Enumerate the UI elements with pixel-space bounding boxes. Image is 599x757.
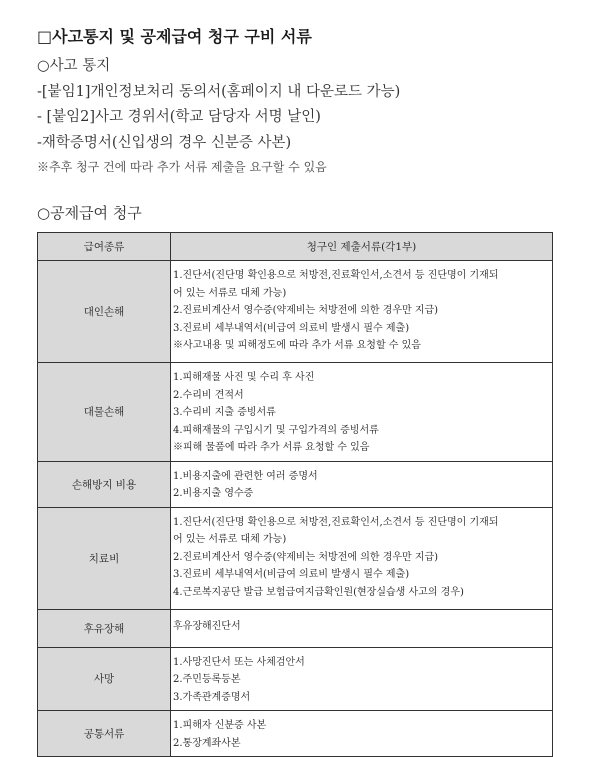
header-required-documents: 청구인 제출서류(각1부): [171, 233, 553, 261]
notice-item: - [붙임2]사고 경위서(학교 담당자 서명 날인): [37, 109, 321, 125]
document-line: 4.근로복지공단 발급 보험급여지급확인원(현장실습생 사고의 경우): [173, 586, 464, 598]
document-line: 어 있는 서류로 대체 가능): [173, 534, 287, 545]
document-line: 3.진료비 세부내역서(비급여 의료비 발생시 필수 제출): [173, 322, 410, 334]
table-row: [38, 461, 553, 507]
header-benefit-type: 급여종류: [38, 233, 171, 261]
row-category: 공통서류: [38, 711, 171, 757]
document-line: 어 있는 서류로 대체 가능): [173, 287, 287, 299]
document-line: ※사고내용 및 피해정도에 따라 추가 서류 요청할 수 있음: [173, 340, 421, 351]
table-row: [38, 363, 553, 462]
row-category: 대인손해: [38, 261, 171, 363]
row-documents: [171, 609, 553, 647]
document-line: 1.비용지출에 관련한 여러 증명서: [173, 470, 318, 482]
claim-documents-table: [37, 232, 553, 757]
table-row: [38, 507, 553, 609]
row-category: 치료비: [38, 507, 171, 609]
table-row: [38, 261, 553, 363]
notice-heading: ○사고 통지: [37, 58, 111, 74]
document-line: 1.진단서(진단명 확인용으로 처방전,진료확인서,소견서 등 진단명이 기재되: [173, 516, 499, 528]
notice-note: ※추후 청구 건에 따라 추가 서류 제출을 요구할 수 있음: [37, 160, 327, 174]
document-line: 2.수리비 견적서: [173, 389, 244, 401]
row-documents: [171, 507, 553, 609]
document-line: 1.진단서(진단명 확인용으로 처방전,진료확인서,소견서 등 진단명이 기재되: [173, 270, 499, 281]
claim-heading: ○공제급여 청구: [37, 204, 142, 222]
document-line: 2.주민등록등본: [173, 674, 241, 685]
table-header-row: [38, 233, 553, 261]
row-documents: [171, 261, 553, 363]
document-line: 3.진료비 세부내역서(비급여 의료비 발생시 필수 제출): [173, 569, 410, 580]
document-line: 2.비용지출 영수증: [173, 488, 254, 499]
document-line: 2.통장계좌사본: [173, 737, 241, 749]
document-line: 2.진료비계산서 영수증(약제비는 처방전에 의한 경우만 지급): [173, 551, 439, 563]
table-row: [38, 647, 553, 711]
document-line: 3.가족관계증명서: [173, 691, 251, 703]
document-line: 2.진료비계산서 영수증(약제비는 처방전에 의한 경우만 지급): [173, 305, 439, 316]
table-row: [38, 609, 553, 647]
document-line: 1.피해재물 사진 및 수리 후 사진: [173, 372, 315, 383]
row-documents: [171, 711, 553, 757]
row-category: 손해방지 비용: [38, 461, 171, 507]
row-documents: [171, 461, 553, 507]
document-line: 1.피해자 신분증 사본: [173, 720, 267, 731]
document-line: 3.수리비 지출 증빙서류: [173, 407, 276, 418]
row-category: 사망: [38, 647, 171, 711]
notice-item: -재학증명서(신입생의 경우 신분증 사본): [37, 135, 292, 151]
document-line: 1.사망진단서 또는 사체검안서: [173, 656, 305, 668]
table-row: [38, 711, 553, 757]
row-category: 대물손해: [38, 363, 171, 462]
document-line: 4.피해재물의 구입시기 및 구입가격의 증빙서류: [173, 424, 379, 436]
document-title: □사고통지 및 공제급여 청구 구비 서류: [37, 27, 312, 46]
row-documents: [171, 363, 553, 462]
document-line: 후유장해진단서: [173, 621, 241, 633]
document-line: ※피해 물품에 따라 추가 서류 요청할 수 있음: [173, 442, 370, 453]
notice-item: -[붙임1]개인정보처리 동의서(홈페이지 내 다운로드 가능): [37, 84, 401, 100]
row-documents: [171, 647, 553, 711]
row-category: 후유장해: [38, 609, 171, 647]
